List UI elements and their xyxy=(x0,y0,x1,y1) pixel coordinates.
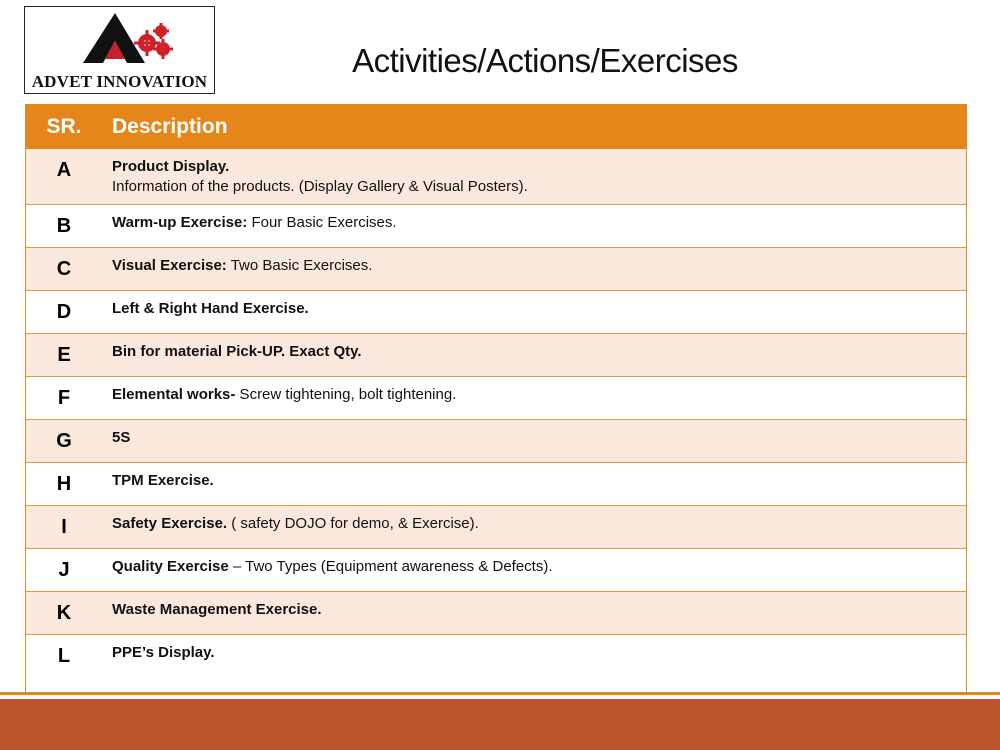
row-sr: C xyxy=(56,258,72,280)
footer-divider xyxy=(0,692,1000,695)
table-row xyxy=(26,420,966,463)
row-bold-text: Bin for material Pick-UP. Exact Qty. xyxy=(112,343,362,360)
row-description xyxy=(102,506,479,548)
row-bold-text: Product Display. xyxy=(112,158,230,175)
table-row xyxy=(26,635,966,689)
row-description xyxy=(102,635,215,689)
table-row xyxy=(26,463,966,506)
footer-bar xyxy=(0,699,1000,750)
header-description: Description xyxy=(112,115,228,138)
row-bold-text: Waste Management Exercise. xyxy=(112,601,322,618)
table-row xyxy=(26,592,966,635)
row-bold-text: TPM Exercise. xyxy=(112,472,214,489)
row-sr: D xyxy=(56,301,72,323)
row-description xyxy=(102,149,528,204)
row-sr: J xyxy=(58,559,70,581)
table-body xyxy=(26,149,966,689)
row-plain-text: Two Basic Exercises. xyxy=(226,257,373,274)
row-bold-text: Left & Right Hand Exercise. xyxy=(112,300,309,317)
logo-mark-icon xyxy=(79,11,175,67)
table-header xyxy=(26,105,966,149)
row-sr: B xyxy=(56,215,72,237)
row-plain-text: Screw tightening, bolt tightening. xyxy=(235,386,457,403)
row-second-line: Information of the products. (Display Gallery & Visual Posters). xyxy=(112,178,528,195)
row-sr: F xyxy=(57,387,71,409)
row-description xyxy=(102,592,322,634)
table-row xyxy=(26,377,966,420)
row-description xyxy=(102,205,397,247)
row-sr: H xyxy=(56,473,72,495)
logo-text: ADVET INNOVATION xyxy=(31,72,208,91)
row-description xyxy=(102,291,309,333)
row-sr: G xyxy=(56,430,72,452)
activities-table xyxy=(25,104,967,694)
row-plain-text: ( safety DOJO for demo, & Exercise). xyxy=(227,515,479,532)
row-sr: K xyxy=(56,602,72,624)
table-row xyxy=(26,149,966,205)
row-description xyxy=(102,377,456,419)
table-row xyxy=(26,334,966,377)
row-bold-text: PPE’s Display. xyxy=(112,644,215,661)
row-bold-text: Visual Exercise: xyxy=(112,257,227,274)
row-description xyxy=(102,463,214,505)
row-plain-text: – Two Types (Equipment awareness & Defects). xyxy=(228,558,553,575)
row-sr: L xyxy=(57,645,71,667)
row-bold-text: Elemental works- xyxy=(112,386,236,403)
row-description xyxy=(102,334,362,376)
row-description xyxy=(102,420,130,462)
table-row xyxy=(26,549,966,592)
company-logo xyxy=(24,6,215,94)
row-sr: I xyxy=(61,516,67,538)
table-row xyxy=(26,506,966,549)
table-row xyxy=(26,291,966,334)
header-sr: SR. xyxy=(46,115,82,138)
table-row xyxy=(26,205,966,248)
page-title: Activities/Actions/Exercises xyxy=(352,42,738,79)
row-sr: A xyxy=(56,159,72,181)
row-sr: E xyxy=(57,344,71,366)
row-bold-text: Warm-up Exercise: xyxy=(112,214,248,231)
row-description xyxy=(102,248,372,290)
row-bold-text: Safety Exercise. xyxy=(112,515,228,532)
row-bold-text: Quality Exercise xyxy=(112,558,229,575)
row-plain-text: Four Basic Exercises. xyxy=(247,214,397,231)
row-bold-text: 5S xyxy=(112,429,131,446)
row-description xyxy=(102,549,553,591)
table-row xyxy=(26,248,966,291)
